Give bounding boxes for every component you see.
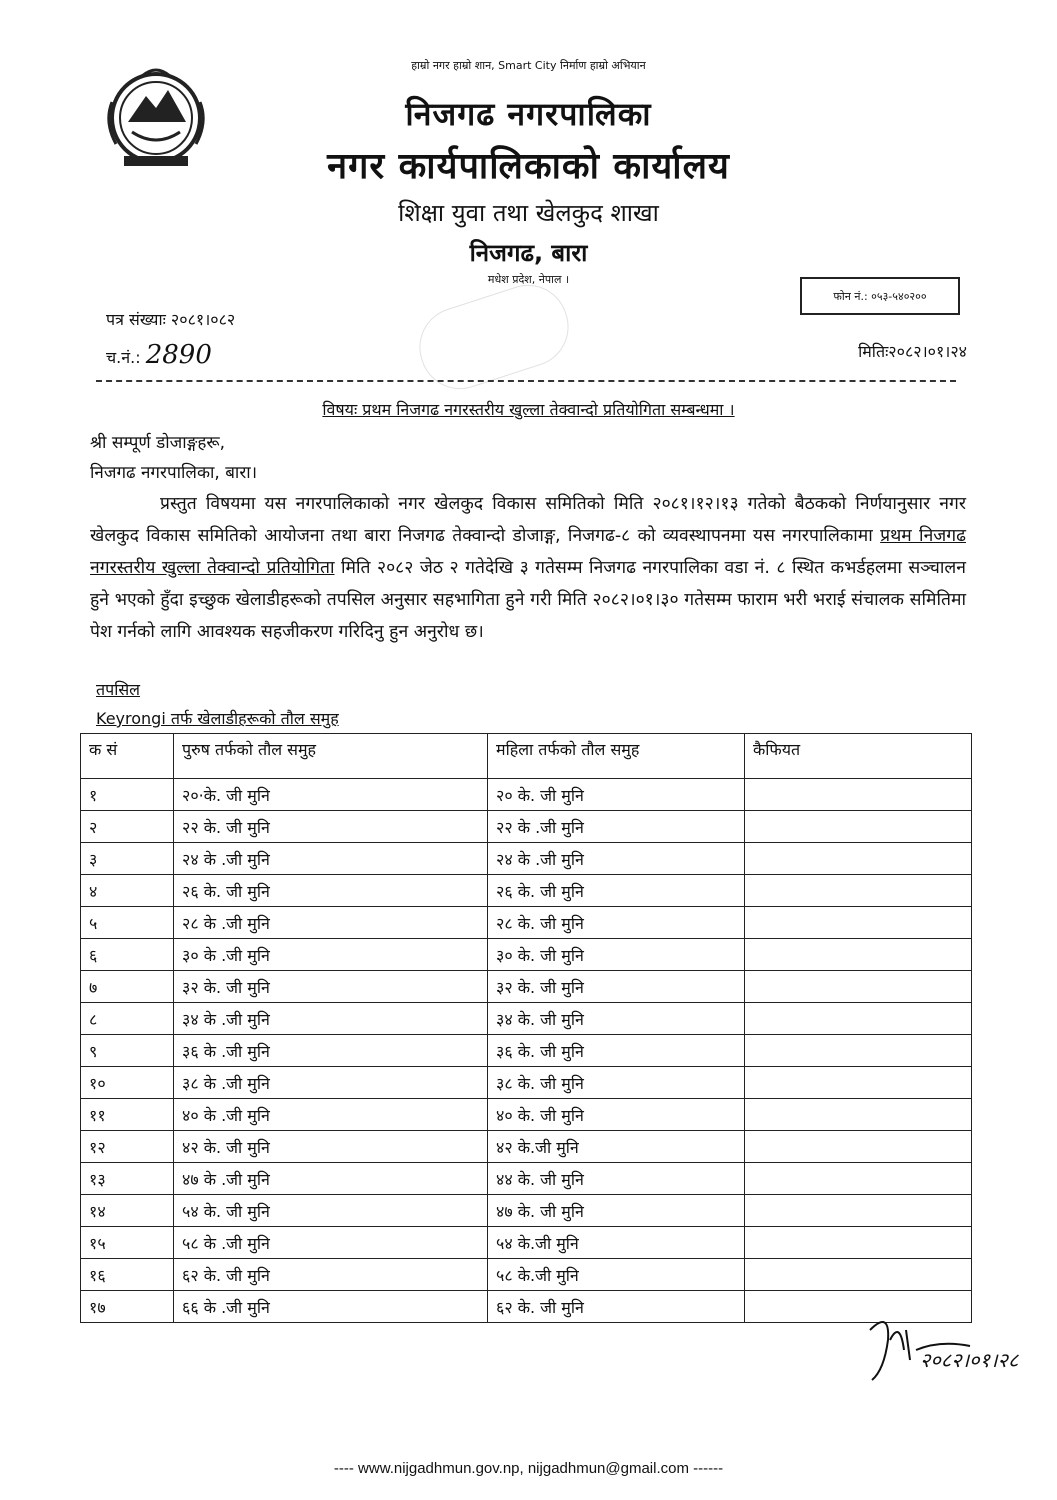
cell-male-weight: ४० के .जी मुनि <box>174 1099 488 1131</box>
signature-date: २०८२।०१।२८ <box>920 1348 1019 1372</box>
cell-remarks <box>745 1067 972 1099</box>
cell-male-weight: २२ के. जी मुनि <box>174 811 488 843</box>
cell-female-weight: ५४ के.जी मुनि <box>488 1227 745 1259</box>
cell-serial: १२ <box>81 1131 174 1163</box>
cell-male-weight: ६६ के .जी मुनि <box>174 1291 488 1323</box>
cell-remarks <box>745 843 972 875</box>
table-row <box>81 1099 972 1131</box>
cell-male-weight: २०·के. जी मुनि <box>174 779 488 811</box>
cell-remarks <box>745 1163 972 1195</box>
signature <box>860 1310 1040 1390</box>
cell-male-weight: ३४ के .जी मुनि <box>174 1003 488 1035</box>
cell-serial: ८ <box>81 1003 174 1035</box>
cell-male-weight: ३६ के .जी मुनि <box>174 1035 488 1067</box>
cell-remarks <box>745 1195 972 1227</box>
letter-subject: विषयः प्रथम निजगढ नगरस्तरीय खुल्ला तेक्वान्दो प्रतियोगिता सम्बन्धमा । <box>322 400 735 419</box>
cell-female-weight: ४७ के. जी मुनि <box>488 1195 745 1227</box>
table-row <box>81 1227 972 1259</box>
cell-female-weight: ३६ के. जी मुनि <box>488 1035 745 1067</box>
cell-remarks <box>745 1259 972 1291</box>
cell-female-weight: ४२ के.जी मुनि <box>488 1131 745 1163</box>
cell-male-weight: ५४ के. जी मुनि <box>174 1195 488 1227</box>
table-row <box>81 1067 972 1099</box>
cell-remarks <box>745 939 972 971</box>
cell-serial: ४ <box>81 875 174 907</box>
branch-name: शिक्षा युवा तथा खेलकुद शाखा <box>398 199 659 227</box>
cell-remarks <box>745 907 972 939</box>
table-row <box>81 1003 972 1035</box>
header-male: पुरुष तर्फको तौल समुह <box>174 734 488 779</box>
letter-body <box>90 488 966 648</box>
cell-serial: ६ <box>81 939 174 971</box>
cell-serial: १७ <box>81 1291 174 1323</box>
dispatch-label: च.नं.: <box>106 348 141 367</box>
cell-remarks <box>745 1035 972 1067</box>
cell-serial: ५ <box>81 907 174 939</box>
cell-remarks <box>745 1003 972 1035</box>
header-serial: क सं <box>81 734 174 779</box>
cell-female-weight: ३२ के. जी मुनि <box>488 971 745 1003</box>
table-row <box>81 971 972 1003</box>
cell-serial: २ <box>81 811 174 843</box>
letter-date: मितिः२०८२।०१।२४ <box>858 342 967 361</box>
cell-serial: १६ <box>81 1259 174 1291</box>
table-row <box>81 1291 972 1323</box>
cell-male-weight: ३२ के. जी मुनि <box>174 971 488 1003</box>
cell-female-weight: २८ के. जी मुनि <box>488 907 745 939</box>
cell-remarks <box>745 1099 972 1131</box>
table-row <box>81 939 972 971</box>
cell-remarks <box>745 971 972 1003</box>
addressee-line-2: निजगढ नगरपालिका, बारा। <box>90 463 258 483</box>
header-remarks: कैफियत <box>745 734 972 779</box>
cell-male-weight: २८ के .जी मुनि <box>174 907 488 939</box>
province-name: मधेश प्रदेश, नेपाल । <box>487 273 570 286</box>
letter-reference-number: पत्र संख्याः २०८१।०८२ <box>106 310 236 329</box>
cell-female-weight: ६२ के. जी मुनि <box>488 1291 745 1323</box>
dispatch-number <box>106 340 212 370</box>
table-row <box>81 779 972 811</box>
cell-male-weight: २४ के .जी मुनि <box>174 843 488 875</box>
table-row <box>81 843 972 875</box>
cell-serial: १३ <box>81 1163 174 1195</box>
table-header-row <box>81 734 972 779</box>
cell-male-weight: ३० के .जी मुनि <box>174 939 488 971</box>
cell-serial: ११ <box>81 1099 174 1131</box>
body-part-2: मिति २०८२ जेठ २ गतेदेखि ३ गतेसम्म निजगढ नगरपालिका वडा नं. ८ स्थित कभर्डहलमा सञ्चालन हुने भएको हुँदा इच्छुक खेलाडीहरूको तपसिल अनुसार सहभागिता हुने गरी मिति २०८२।०१।३० गतेसम्म फाराम भरी भराई संचालक समितिमा पेश गर्नको लागि आवश्यक सहजीकरण गरिदिनु हुन अनुरोध छ। <box>90 558 966 642</box>
cell-female-weight: २६ के. जी मुनि <box>488 875 745 907</box>
table-row <box>81 907 972 939</box>
cell-female-weight: ३८ के. जी मुनि <box>488 1067 745 1099</box>
cell-female-weight: २४ के .जी मुनि <box>488 843 745 875</box>
cell-female-weight: ४४ के. जी मुनि <box>488 1163 745 1195</box>
table-row <box>81 1195 972 1227</box>
cell-male-weight: ३८ के .जी मुनि <box>174 1067 488 1099</box>
municipality-name: निजगढ नगरपालिका <box>405 95 652 133</box>
header-slogan: हाम्रो नगर हाम्रो शान, Smart City निर्माण हाम्रो अभियान <box>411 59 646 72</box>
table-row <box>81 1035 972 1067</box>
cell-female-weight: २२ के .जी मुनि <box>488 811 745 843</box>
cell-female-weight: ४० के. जी मुनि <box>488 1099 745 1131</box>
body-underlined: प्रथम निजगढ नगरस्तरीय खुल्ला तेक्वान्दो प्रतियोगिता <box>90 526 966 578</box>
cell-serial: १५ <box>81 1227 174 1259</box>
cell-male-weight: ४२ के. जी मुनि <box>174 1131 488 1163</box>
cell-serial: १० <box>81 1067 174 1099</box>
cell-serial: १४ <box>81 1195 174 1227</box>
addressee-line-1: श्री सम्पूर्ण डोजाङ्गहरू, <box>90 433 226 453</box>
header-female: महिला तर्फको तौल समुह <box>488 734 745 779</box>
phone-box <box>800 277 960 315</box>
cell-remarks <box>745 1131 972 1163</box>
office-name: नगर कार्यपालिकाको कार्यालय <box>327 146 730 187</box>
cell-serial: ३ <box>81 843 174 875</box>
phone-number: फोन नं.: ०५३-५४०२०० <box>833 289 927 303</box>
cell-remarks <box>745 811 972 843</box>
cell-serial: ९ <box>81 1035 174 1067</box>
cell-female-weight: ३० के. जी मुनि <box>488 939 745 971</box>
cell-male-weight: ४७ के .जी मुनि <box>174 1163 488 1195</box>
table-row <box>81 875 972 907</box>
tapasil-heading: तपसिल <box>96 680 141 699</box>
table-row <box>81 1259 972 1291</box>
table-row <box>81 1131 972 1163</box>
table-row <box>81 1163 972 1195</box>
cell-remarks <box>745 779 972 811</box>
cell-male-weight: ६२ के. जी मुनि <box>174 1259 488 1291</box>
cell-female-weight: २० के. जी मुनि <box>488 779 745 811</box>
footer-contact: ---- www.nijgadhmun.gov.np, nijgadhmun@gmail.com ------ <box>333 1460 724 1477</box>
cell-remarks <box>745 875 972 907</box>
cell-male-weight: २६ के. जी मुनि <box>174 875 488 907</box>
divider <box>96 380 956 382</box>
table-caption: Keyrongi तर्फ खेलाडीहरूको तौल समुह <box>96 709 339 728</box>
dispatch-value: 2890 <box>145 340 212 370</box>
cell-female-weight: ५८ के.जी मुनि <box>488 1259 745 1291</box>
body-part-1: प्रस्तुत विषयमा यस नगरपालिकाको नगर खेलकुद विकास समितिको मिति २०८१।१२।१३ गतेको बैठकको निर्णयानुसार नगर खेलकुद विकास समितिको आयोजना तथा बारा निजगढ तेक्वान्दो डोजाङ्ग, निजगढ-८ को व्यवस्थापनमा यस नगरपालिकामा <box>90 494 966 546</box>
cell-female-weight: ३४ के. जी मुनि <box>488 1003 745 1035</box>
cell-serial: १ <box>81 779 174 811</box>
cell-male-weight: ५८ के .जी मुनि <box>174 1227 488 1259</box>
weight-category-table <box>80 733 972 1323</box>
cell-remarks <box>745 1227 972 1259</box>
table-row <box>81 811 972 843</box>
cell-serial: ७ <box>81 971 174 1003</box>
location-name: निजगढ, बारा <box>469 239 588 267</box>
